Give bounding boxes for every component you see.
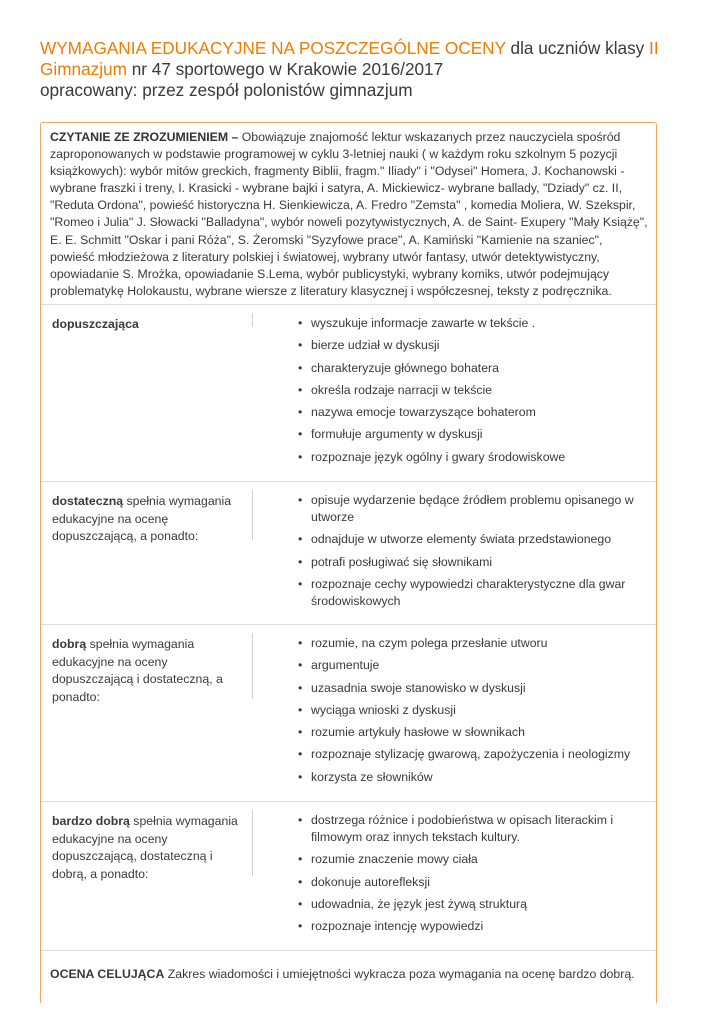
column-divider [252, 490, 253, 540]
grade-label [52, 813, 248, 883]
grade-name: bardzo dobrą [52, 814, 130, 828]
celujaca-note [50, 966, 650, 983]
bullet-icon: • [298, 702, 303, 717]
grade-desc: spełnia wymagania edukacyjne na oceny dopuszczającą, dostateczną i dobrą, a ponadto: [52, 814, 238, 881]
list-item: • rozpoznaje stylizację gwarową, zapożyczenia i neologizmy [298, 747, 631, 762]
bullet-icon: • [298, 896, 303, 911]
grade-requirements-list [293, 315, 648, 471]
list-item: • dostrzega różnice i podobieństwa w opisach literackim i filmowym oraz innych tekstach kultury. [298, 813, 614, 844]
list-item: • opisuje wydarzenie będące źródłem problemu opisanego w utworze [298, 493, 634, 524]
list-item: • rozumie znaczenie mowy ciała [298, 852, 478, 867]
bullet-icon: • [298, 427, 303, 442]
list-item: • wyszukuje informacje zawarte w tekście . [298, 316, 536, 330]
list-item: • określa rodzaje narracji w tekście [298, 382, 493, 397]
bullet-icon: • [298, 382, 303, 397]
celujaca-heading: OCENA CELUJĄCA [50, 967, 165, 981]
reading-intro [50, 129, 650, 300]
column-divider [252, 313, 253, 327]
grade-name: dobrą [52, 637, 87, 651]
title-part-1: WYMAGANIA EDUKACYJNE NA POSZCZEGÓLNE OCENY [40, 38, 506, 58]
list-item: • bierze udział w dyskusji [298, 338, 440, 353]
grade-requirements-list [293, 492, 648, 615]
bullet-icon: • [298, 813, 303, 827]
document-title [40, 38, 700, 101]
grade-row-dobra [41, 624, 656, 802]
grade-label [52, 636, 248, 706]
bullet-icon: • [298, 852, 303, 867]
bullet-icon: • [298, 338, 303, 353]
grade-row-bardzo-dobra [41, 801, 656, 951]
bullet-icon: • [298, 725, 303, 740]
bullet-icon: • [298, 316, 303, 330]
title-part-4: nr 47 sportowego w Krakowie 2016/2017 [126, 59, 444, 79]
bullet-icon: • [298, 532, 303, 547]
bullet-icon: • [298, 493, 303, 507]
list-item: • charakteryzuje głównego bohatera [298, 360, 499, 375]
bullet-icon: • [298, 769, 303, 784]
list-item: • potrafi posługiwać się słownikami [298, 554, 493, 569]
grade-row-dostateczna [41, 481, 656, 625]
intro-heading: CZYTANIE ZE ZROZUMIENIEM – [50, 130, 239, 144]
grade-desc: spełnia wymagania edukacyjne na oceny dopuszczającą i dostateczną, a ponadto: [52, 637, 223, 704]
bullet-icon: • [298, 874, 303, 889]
list-item: • odnajduje w utworze elementy świata przedstawionego [298, 532, 612, 547]
list-item: • rozpoznaje intencję wypowiedzi [298, 919, 484, 934]
list-item: • uzasadnia swoje stanowisko w dyskusji [298, 680, 526, 695]
bullet-icon: • [298, 658, 303, 673]
grade-name: dostateczną [52, 494, 124, 508]
list-item: • nazywa emocje towarzyszące bohaterom [298, 405, 536, 420]
title-part-3: II Gimnazjum [40, 38, 659, 79]
bullet-icon: • [298, 449, 303, 464]
list-item: • rozpoznaje język ogólny i gwary środowiskowe [298, 449, 566, 464]
column-divider [252, 633, 253, 699]
grade-label [52, 493, 248, 546]
title-part-2: dla uczniów klasy [505, 38, 650, 58]
list-item: • formułuje argumenty w dyskusji [298, 427, 483, 442]
bullet-icon: • [298, 360, 303, 375]
list-item: • udowadnia, że język jest żywą strukturą [298, 896, 527, 911]
bullet-icon: • [298, 576, 303, 591]
grade-row-dopuszczajaca [41, 304, 656, 482]
list-item: • korzysta ze słowników [298, 769, 433, 784]
list-item: • rozumie, na czym polega przesłanie utworu [298, 636, 548, 650]
bullet-icon: • [298, 680, 303, 695]
list-item: • rozpoznaje cechy wypowiedzi charakterystyczne dla gwar środowiskowych [298, 576, 626, 608]
grade-requirements-list [293, 812, 648, 940]
intro-text: Obowiązuje znajomość lektur wskazanych przez nauczyciela spośród zaproponowanych w podstawie programowej w cyklu 3-letniej nauki ( w każdym roku szkolnym 5 pozycji książkowych): wybór mitów greckich, fragmenty Biblii, fragm." Iliady" i "Odysei" Homera, J. Kochanowski - wybrane fraszki i treny, I. Krasicki - wybrane bajki i satyra, A. Mickiewicz- wybrane ballady, "Dziady" cz. II, "Reduta Ordona", powieść historyczna H. Sienkiewicza, A. Fredro "Zemsta" , komedia Moliera, W. Szekspir, "Romeo i Julia" J. Słowacki "Balladyna", wybór noweli pozytywistycznych, A. de Saint- Exupery "Mały Książę", E. E. Schmitt "Oskar i pani Róża", S. Żeromski "Syzyfowe prace", A. Kamiński "Kamienie na szaniec", powieść młodzieżowa z literatury polskiej i światowej, wybrany utwór fantasy, utwór detektywistyczny, opowiadanie S. Mrożka, opowiadanie S.Lema, wybór publicystyki, wybrany komiks, utwór podejmujący problematykę Holokaustu, wybrane wiersze z literatury klasycznej i współczesnej, teksty z podręcznika. [50, 130, 648, 298]
bullet-icon: • [298, 405, 303, 420]
grade-label [52, 316, 248, 334]
list-item: • rozumie artykuły hasłowe w słownikach [298, 725, 525, 740]
bullet-icon: • [298, 554, 303, 569]
list-item: • wyciąga wnioski z dyskusji [298, 702, 456, 717]
list-item: • dokonuje autorefleksji [298, 874, 430, 889]
column-divider [252, 810, 253, 876]
list-item: • argumentuje [298, 658, 380, 673]
grade-name: dopuszczająca [52, 317, 139, 331]
grade-requirements-list [293, 635, 648, 791]
grade-desc: spełnia wymagania edukacyjne na ocenę dopuszczającą, a ponadto: [52, 494, 232, 543]
celujaca-text: Zakres wiadomości i umiejętności wykracza poza wymagania na ocenę bardzo dobrą. [164, 967, 635, 981]
bullet-icon: • [298, 919, 303, 934]
title-subtitle: opracowany: przez zespół polonistów gimnazjum [40, 80, 413, 100]
bullet-icon: • [298, 747, 303, 762]
requirements-panel [40, 122, 657, 1003]
bullet-icon: • [298, 636, 303, 650]
